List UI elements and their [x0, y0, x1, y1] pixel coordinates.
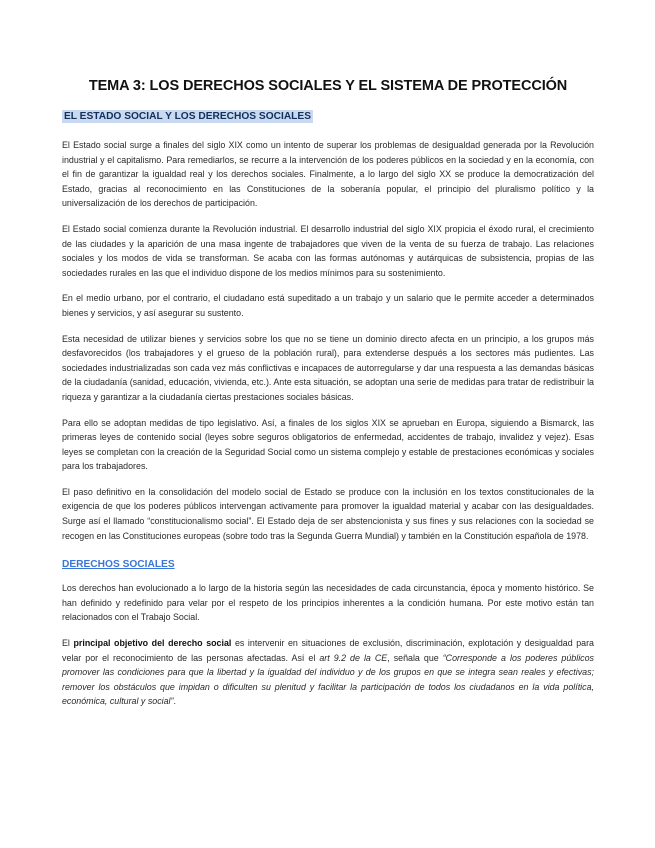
section-heading-derechos-sociales[interactable]: DERECHOS SOCIALES	[62, 559, 175, 571]
p8-prefix: El	[62, 638, 74, 649]
paragraph-1: El Estado social surge a finales del siglo XIX como un intento de superar los problemas de desigualdad generada por la Revolución industrial y el capitalismo. Para remediarlos, se recurre a la intervención de los poderes públicos en la sociedad y en la economía, con el fin de garantizar la igualdad real y los derechos sociales. Finalmente, a lo largo del siglo XX se produce la democratización del Estado, gracias al reconocimiento en las Constituciones de la soberanía popular, el principio del pluralismo político y la universalización de los derechos de participación.	[62, 140, 594, 209]
p8-after-article: , señala que	[387, 652, 443, 663]
paragraph-6: El paso definitivo en la consolidación del modelo social de Estado se produce con la inclusión en los textos constitucionales de la exigencia de que los poderes públicos intervengan activamente para promover la igualdad material y acabar con las desigualdades. Surge así el llamado “constitucionalismo social”. El Estado deja de ser abstencionista y sus fines y sus relaciones con la sociedad se recogen en las Constituciones europeas (sobre todo tras la Segunda Guerra Mundial) y también en la Constitución española de 1978.	[62, 486, 594, 541]
document-title: TEMA 3: LOS DERECHOS SOCIALES Y EL SISTEMA DE PROTECCIÓN	[88, 78, 568, 94]
p8-quote: “Corresponde a los poderes públicos promover las condiciones para que la libertad y la igualdad del individuo y de los grupos en que se integra sean reales y efectivas; remover los obstáculos que impidan o dificulten su plenitud y facilitar la participación de todos los ciudadanos en la vida política, económica, cultural y social”	[62, 652, 594, 707]
p8-article-ref: art 9.2 de la CE	[319, 652, 388, 663]
paragraph-2: El Estado social comienza durante la Revolución industrial. El desarrollo industrial del siglo XIX propicia el éxodo rural, el crecimiento de las ciudades y la aparición de una masa ingente de trabajadores que viven de la venta de su fuerza de trabajo. Las relaciones sociales y los modos de vida se transforman. Se acaba con las formas autónomas y autárquicas de subsistencia, propias de las sociedades rurales en las que el individuo dispone de los medios mínimos para su sostenimiento.	[62, 223, 594, 278]
p8-middle: es intervenir en situaciones de exclusión, discriminación, explotación y desigualdad para velar por el reconocimiento de las personas afectadas. Así el	[62, 638, 594, 663]
paragraph-4: Esta necesidad de utilizar bienes y servicios sobre los que no se tiene un dominio directo afecta en un principio, a los grupos más desfavorecidos (los trabajadores y el grueso de la población rural), para extenderse después a los sectores más pudientes. Las sociedades industrializadas son cada vez más conflictivas e incapaces de autorregularse y dar una respuesta a las demandas básicas de la ciudadanía (sanidad, educación, vivienda, etc.). Ante esta situación, se adoptan una serie de medidas para tratar de redistribuir la riqueza y garantizar a la ciudadanía ciertas prestaciones sociales básicas.	[62, 333, 594, 402]
paragraph-5: Para ello se adoptan medidas de tipo legislativo. Así, a finales de los siglos XIX se aprueban en Europa, siguiendo a Bismarck, las primeras leyes de contenido social (leyes sobre seguros obligatorios de enfermedad, accidentes de trabajo, invalidez y vejez). Esas leyes se completan con la creación de la Seguridad Social como un sistema complejo y estable de prestaciones económicas y sociales para los trabajadores.	[62, 417, 594, 472]
paragraph-7: Los derechos han evolucionado a lo largo de la historia según las necesidades de cada circunstancia, época y momento histórico. Se han definido y redefinido para velar por el respeto de los principios inherentes a la condición humana. Por este motivo están tan relacionados con el Trabajo Social.	[62, 583, 594, 623]
paragraph-3: En el medio urbano, por el contrario, el ciudadano está supeditado a un trabajo y un salario que le permite acceder a determinados bienes y servicios, y así asegurar su sustento.	[62, 293, 594, 318]
p8-end: .	[173, 696, 176, 707]
p8-bold-term: principal objetivo del derecho social	[73, 638, 232, 649]
section-heading-estado-social: EL ESTADO SOCIAL Y LOS DERECHOS SOCIALES	[64, 111, 311, 122]
paragraph-8	[62, 636, 594, 709]
